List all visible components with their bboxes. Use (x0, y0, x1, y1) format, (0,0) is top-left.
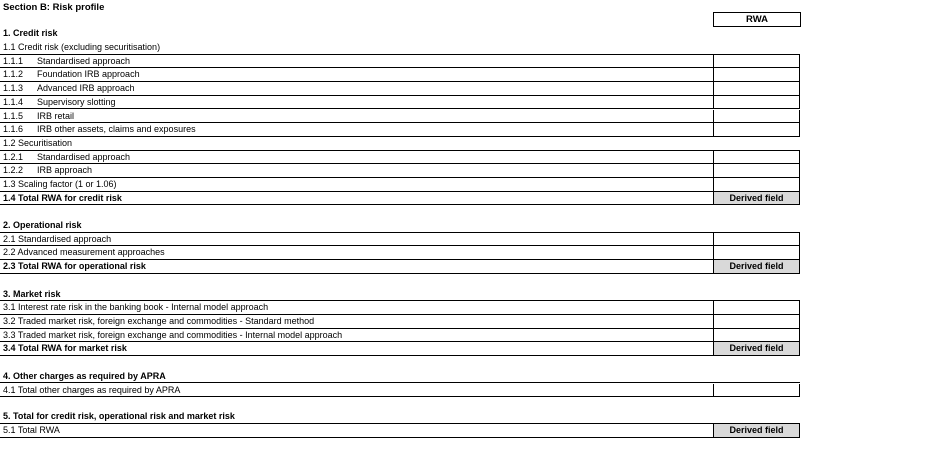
rwa-input-cell[interactable] (713, 151, 800, 164)
row-label: 2.2 Advanced measurement approaches (3, 247, 165, 258)
row-number: 1.1.3 (3, 83, 24, 94)
market-risk-total-row (0, 342, 800, 356)
row-label: Supervisory slotting (37, 96, 116, 107)
row-label: Foundation IRB approach (37, 69, 140, 80)
rwa-input-cell[interactable] (713, 68, 800, 81)
table-row (0, 384, 800, 398)
row-label: IRB approach (37, 165, 93, 176)
total-risk-heading-label: 5. Total for credit risk, operational risk and market risk (3, 411, 235, 422)
table-row (0, 82, 800, 96)
row-label: 3.1 Interest rate risk in the banking book - Internal model approach (3, 302, 269, 313)
rwa-input-cell[interactable] (713, 233, 800, 246)
row-label: 2.3 Total RWA for operational risk (3, 261, 146, 272)
rwa-input-cell[interactable] (713, 384, 800, 397)
credit-risk-total-row (0, 192, 800, 206)
table-row (0, 178, 800, 192)
table-row (0, 233, 800, 247)
row-number: 1.2.2 (3, 165, 24, 176)
row-number: 1.1.4 (3, 96, 24, 107)
row-label: 1.3 Scaling factor (1 or 1.06) (3, 179, 117, 189)
market-risk-heading (0, 288, 800, 302)
derived-field-cell: Derived field (713, 424, 800, 437)
table-row (0, 329, 800, 343)
operational-risk-heading-label: 2. Operational risk (3, 220, 82, 230)
table-row (0, 96, 800, 110)
operational-risk-total-row (0, 260, 800, 274)
rwa-input-cell[interactable] (713, 55, 800, 68)
rwa-input-cell[interactable] (713, 301, 800, 314)
credit-risk-heading-label: 1. Credit risk (3, 28, 58, 38)
derived-field-cell: Derived field (713, 260, 800, 273)
operational-risk-heading (0, 219, 800, 233)
row-label: Standardised approach (37, 55, 131, 66)
other-charges-heading-label: 4. Other charges as required by APRA (3, 370, 166, 381)
row-number: 1.1.5 (3, 110, 24, 121)
row-label: 3.3 Traded market risk, foreign exchange and commodities - Internal model approach (3, 329, 343, 340)
rwa-input-cell[interactable] (713, 246, 800, 259)
credit-risk-heading (0, 27, 800, 41)
row-label: Standardised approach (37, 151, 131, 162)
row-label: 5.1 Total RWA (3, 425, 60, 436)
table-row (0, 68, 800, 82)
row-label: IRB retail (37, 110, 75, 121)
market-risk-heading-label: 3. Market risk (3, 288, 61, 299)
row-label: IRB other assets, claims and exposures (37, 124, 196, 135)
table-row (0, 151, 800, 165)
rwa-input-cell[interactable] (713, 82, 800, 95)
rwa-input-cell[interactable] (713, 315, 800, 328)
row-number: 1.2.1 (3, 151, 24, 162)
row-label: 4.1 Total other charges as required by APRA (3, 384, 181, 395)
credit-risk-sub2-label: 1.2 Securitisation (3, 137, 73, 148)
row-number: 1.1.6 (3, 124, 24, 135)
credit-risk-sub1-label: 1.1 Credit risk (excluding securitisation) (3, 42, 161, 52)
table-row (0, 123, 800, 137)
credit-risk-sub1-row (0, 41, 800, 55)
row-label: 3.2 Traded market risk, foreign exchange and commodities - Standard method (3, 315, 315, 326)
credit-risk-sub2-row (0, 137, 800, 151)
row-number: 1.1.2 (3, 69, 24, 80)
row-label: 1.4 Total RWA for credit risk (3, 192, 122, 203)
table-row (0, 110, 800, 124)
derived-field-cell: Derived field (713, 342, 800, 355)
rwa-input-cell[interactable] (713, 110, 800, 123)
table-row (0, 164, 800, 178)
rwa-input-cell[interactable] (713, 178, 800, 191)
table-row (0, 301, 800, 315)
row-label: Advanced IRB approach (37, 83, 135, 94)
rwa-input-cell[interactable] (713, 329, 800, 342)
rwa-input-cell[interactable] (713, 96, 800, 109)
total-rwa-row (0, 424, 800, 438)
row-label: 3.4 Total RWA for market risk (3, 343, 127, 354)
row-label: 2.1 Standardised approach (3, 233, 112, 244)
table-row (0, 315, 800, 329)
table-row (0, 246, 800, 260)
other-charges-heading (0, 370, 800, 384)
rwa-input-cell[interactable] (713, 123, 800, 136)
derived-field-cell: Derived field (713, 192, 800, 205)
table-row (0, 55, 800, 69)
total-risk-heading (0, 410, 800, 424)
rwa-column-header: RWA (713, 12, 801, 27)
row-number: 1.1.1 (3, 55, 24, 66)
section-title: Section B: Risk profile (3, 2, 105, 13)
rwa-input-cell[interactable] (713, 164, 800, 177)
